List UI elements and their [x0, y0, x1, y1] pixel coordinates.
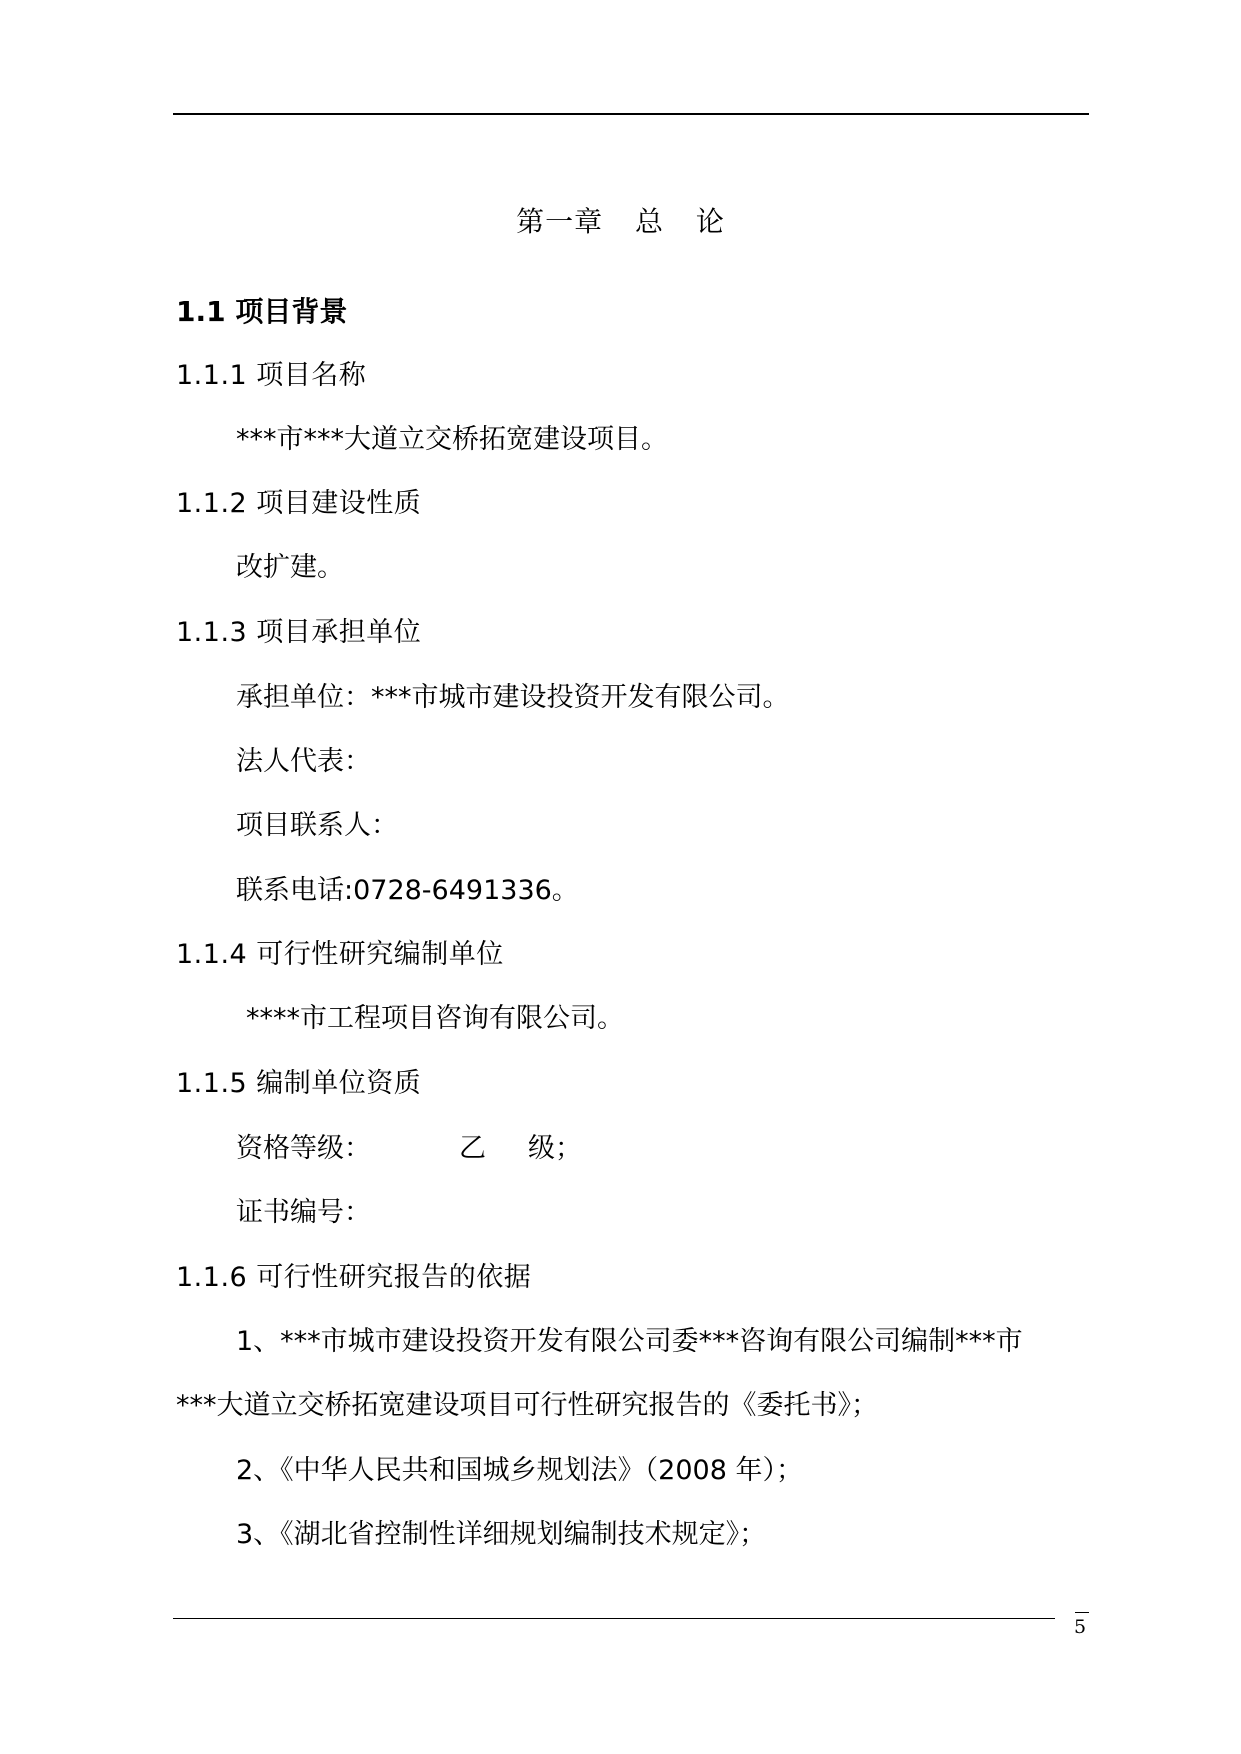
legal-representative-text: 法人代表：	[236, 746, 371, 777]
subsection-heading-1-1-6: 1.1.6 可行性研究报告的依据	[176, 1262, 532, 1293]
contact-person-text: 项目联系人：	[236, 810, 398, 841]
project-name-text: ***市***大道立交桥拓宽建设项目。	[236, 424, 668, 455]
certificate-number-text: 证书编号：	[236, 1197, 371, 1228]
header-rule	[173, 113, 1089, 115]
chapter-title: 第一章 总 论	[516, 205, 725, 238]
qualification-grade-line	[236, 1126, 582, 1165]
basis-item-1-line-1: 1、***市城市建设投资开发有限公司委***咨询有限公司编制***市	[236, 1326, 1023, 1357]
contact-phone-text: 联系电话:0728-6491336。	[236, 875, 579, 906]
subsection-heading-1-1-3: 1.1.3 项目承担单位	[176, 617, 422, 648]
subsection-heading-1-1-2: 1.1.2 项目建设性质	[176, 488, 422, 519]
undertaking-unit-text: 承担单位：***市城市建设投资开发有限公司。	[236, 682, 790, 713]
page-number: 5	[1074, 1616, 1087, 1638]
section-title: 1.1 项目背景	[176, 295, 348, 328]
subsection-heading-1-1-4: 1.1.4 可行性研究编制单位	[176, 939, 504, 970]
subsection-heading-1-1-1: 1.1.1 项目名称	[176, 360, 367, 391]
basis-item-3: 3、《湖北省控制性详细规划编制技术规定》；	[236, 1519, 767, 1550]
subsection-heading-1-1-5: 1.1.5 编制单位资质	[176, 1068, 422, 1099]
qualification-label: 资格等级：	[236, 1133, 371, 1164]
project-nature-text: 改扩建。	[236, 552, 344, 583]
page-number-mark	[1075, 1612, 1089, 1613]
basis-item-2: 2、《中华人民共和国城乡规划法》（2008 年）；	[236, 1455, 803, 1486]
qualification-value-part1: 乙	[459, 1133, 486, 1164]
basis-item-1-line-2: ***大道立交桥拓宽建设项目可行性研究报告的《委托书》；	[176, 1390, 878, 1421]
compiling-unit-text: ****市工程项目咨询有限公司。	[246, 1003, 624, 1034]
footer-rule	[173, 1618, 1055, 1619]
qualification-value-part2: 级；	[528, 1133, 582, 1164]
